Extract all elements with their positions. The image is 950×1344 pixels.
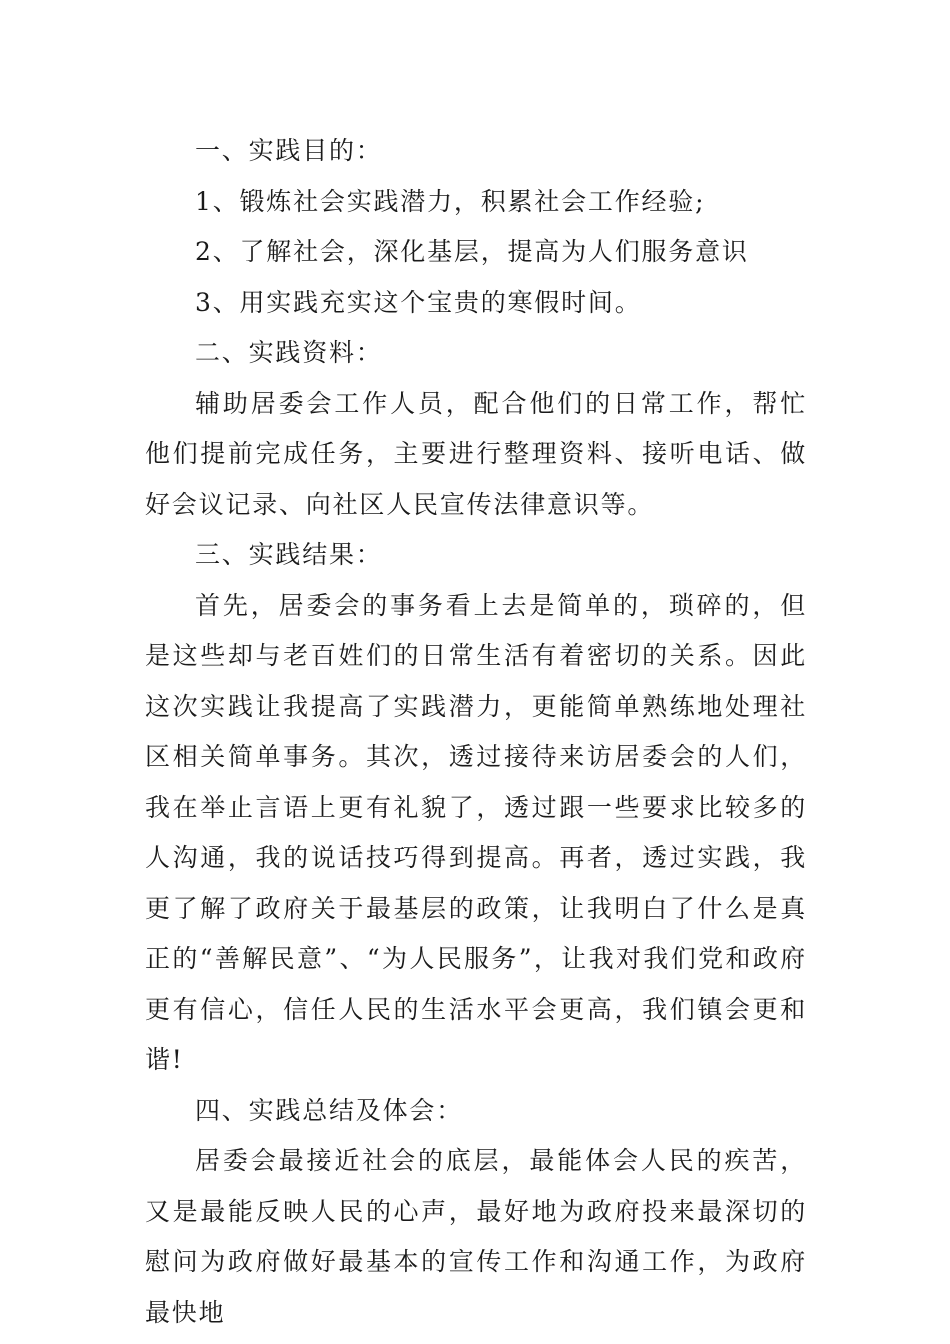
section-heading-results: 三、实践结果： xyxy=(195,540,383,569)
purpose-item-3: 3、用实践充实这个宝贵的寒假时间。 xyxy=(195,287,642,317)
document-body xyxy=(145,126,807,1338)
section-heading-purpose: 一、实践目的： xyxy=(195,136,383,165)
results-paragraph: 首先，居委会的事务看上去是简单的，琐碎的，但是这些却与老百姓们的日常生活有着密切的关系。因此这次实践让我提高了实践潜力，更能简单熟练地处理社区相关简单事务。其次，透过接待来访居委会的人们，我在举止言语上更有礼貌了，透过跟一些要求比较多的人沟通，我的说话技巧得到提高。再者，透过实践，我更了解了政府关于最基层的政策，让我明白了什么是真正的“善解民意”、“为人民服务”，让我对我们党和政府更有信心，信任人民的生活水平会更高，我们镇会更和谐! xyxy=(145,590,807,1074)
purpose-item-1: 1、锻炼社会实践潜力，积累社会工作经验; xyxy=(195,186,706,216)
summary-paragraph: 居委会最接近社会的底层，最能体会人民的疾苦，又是最能反映人民的心声，最好地为政府投来最深切的慰问为政府做好最基本的宣传工作和沟通工作，为政府最快地 xyxy=(145,1146,807,1327)
purpose-item-2: 2、了解社会，深化基层，提高为人们服务意识 xyxy=(195,237,749,266)
section-heading-summary: 四、实践总结及体会： xyxy=(195,1095,464,1125)
section-heading-materials: 二、实践资料： xyxy=(195,338,383,367)
materials-paragraph: 辅助居委会工作人员，配合他们的日常工作，帮忙他们提前完成任务，主要进行整理资料、接听电话、做好会议记录、向社区人民宣传法律意识等。 xyxy=(145,388,807,519)
